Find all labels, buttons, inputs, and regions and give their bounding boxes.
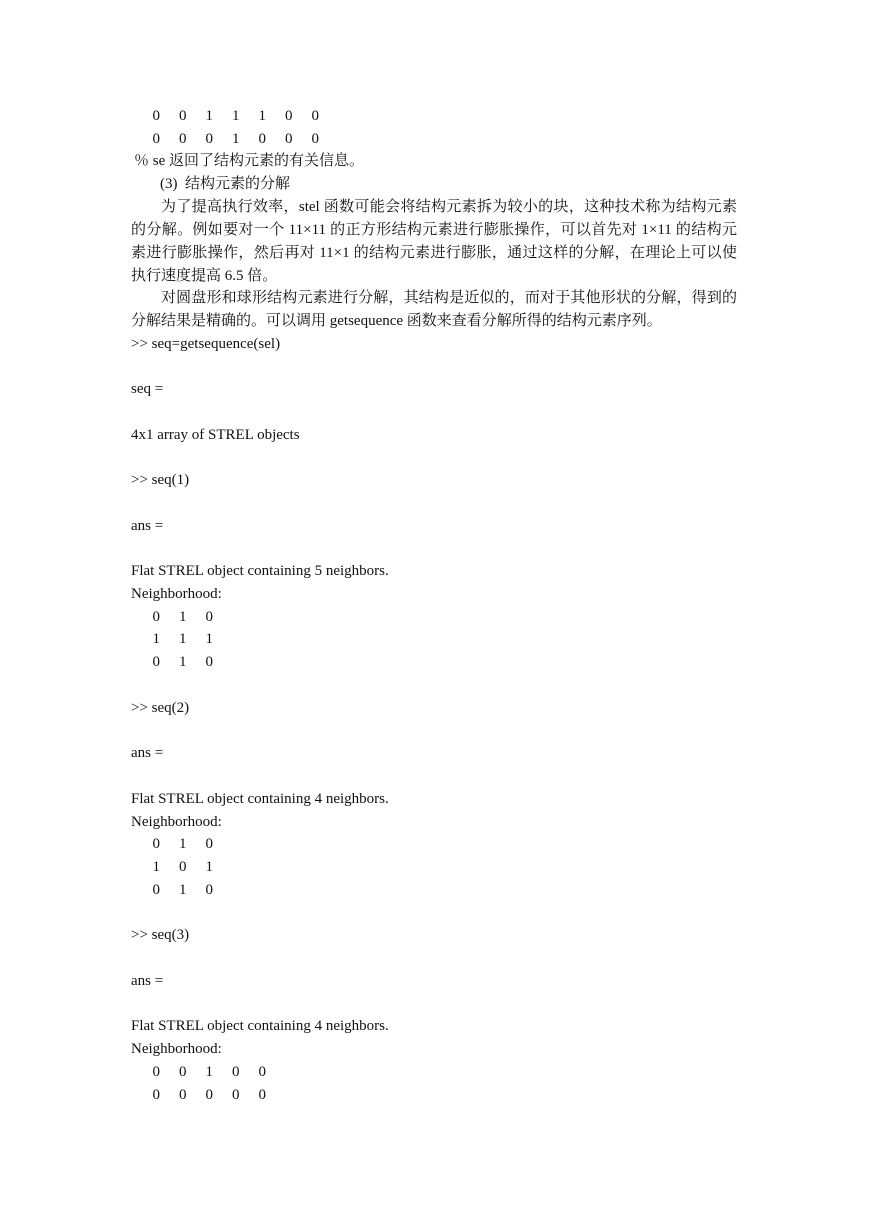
matrix-row [143,606,223,628]
output-line: ans = [131,745,164,761]
output-line: ans = [131,518,164,534]
matrix-cell: 0 [258,1064,266,1080]
matrix-cell: 0 [179,1087,187,1103]
neighborhood-label: Neighborhood: [131,1041,222,1057]
matrix-cell: 1 [152,859,160,875]
command-line: >> seq(2) [131,700,190,716]
matrix-cell: 0 [152,654,160,670]
matrix-cell: 1 [179,609,187,625]
matrix-cell: 1 [258,108,266,124]
matrix-cell: 0 [205,882,213,898]
output-line: Flat STREL object containing 4 neighbors. [131,791,389,807]
matrix-row [143,856,223,878]
matrix-cell: 0 [205,609,213,625]
matrix-cell: 0 [179,1064,187,1080]
matrix-cell: 0 [152,1087,160,1103]
matrix-cell: 0 [285,108,293,124]
matrix-row [143,1061,276,1083]
matrix-cell: 0 [205,131,213,147]
section-heading: (3) 结构元素的分解 [160,176,290,192]
matrix-cell: 0 [311,131,319,147]
neighborhood-label: Neighborhood: [131,586,222,602]
matrix-row [143,105,329,127]
matrix-row [143,833,223,855]
matrix-cell: 0 [258,1087,266,1103]
matrix-cell: 0 [205,836,213,852]
matrix-cell: 1 [152,631,160,647]
matrix-cell: 0 [285,131,293,147]
matrix-cell: 1 [205,859,213,875]
neighborhood-label: Neighborhood: [131,814,222,830]
paragraph: 为了提高执行效率，stel 函数可能会将结构元素拆为较小的块，这种技术称为结构元素的分解。例如要对一个 11×11 的正方形结构元素进行膨胀操作，可以首先对 1×11 的结构元素进行膨胀操作，然后再对 11×1 的结构元素进行膨胀，通过这样的分解，在理论上可以使执行速度提高 6.5 倍。 [131,199,737,284]
matrix-cell: 0 [205,1087,213,1103]
matrix-cell: 0 [152,108,160,124]
command-line: >> seq(1) [131,472,190,488]
matrix-cell: 0 [232,1064,240,1080]
matrix-cell: 1 [205,108,213,124]
matrix-row [143,628,223,650]
matrix-row [143,1084,276,1106]
matrix-cell: 1 [232,108,240,124]
matrix-cell: 0 [232,1087,240,1103]
output-line: ans = [131,973,164,989]
matrix-row [143,128,329,150]
matrix-cell: 0 [152,131,160,147]
matrix-cell: 1 [205,631,213,647]
matrix-cell: 1 [179,836,187,852]
matrix-cell: 1 [232,131,240,147]
matrix-row [143,651,223,673]
output-line: Flat STREL object containing 4 neighbors. [131,1018,389,1034]
matrix-cell: 0 [179,859,187,875]
matrix-cell: 0 [152,836,160,852]
matrix-cell: 1 [179,654,187,670]
matrix-cell: 0 [311,108,319,124]
matrix-cell: 1 [179,631,187,647]
matrix-cell: 0 [152,609,160,625]
matrix-cell: 0 [258,131,266,147]
matrix-row [143,879,223,901]
matrix-cell: 0 [152,1064,160,1080]
output-line: Flat STREL object containing 5 neighbors. [131,563,389,579]
matrix-cell: 1 [179,882,187,898]
matrix-cell: 0 [152,882,160,898]
matrix-cell: 1 [205,1064,213,1080]
command-line: >> seq=getsequence(sel) [131,336,281,352]
matrix-cell: 0 [205,654,213,670]
matrix-cell: 0 [179,108,187,124]
output-line: seq = [131,381,164,397]
output-line: 4x1 array of STREL objects [131,427,300,443]
comment-line: ％ se 返回了结构元素的有关信息。 [134,153,364,169]
matrix-cell: 0 [179,131,187,147]
command-line: >> seq(3) [131,927,190,943]
paragraph: 对圆盘形和球形结构元素进行分解，其结构是近似的，而对于其他形状的分解，得到的分解结果是精确的。可以调用 getsequence 函数来查看分解所得的结构元素序列。 [131,290,737,329]
